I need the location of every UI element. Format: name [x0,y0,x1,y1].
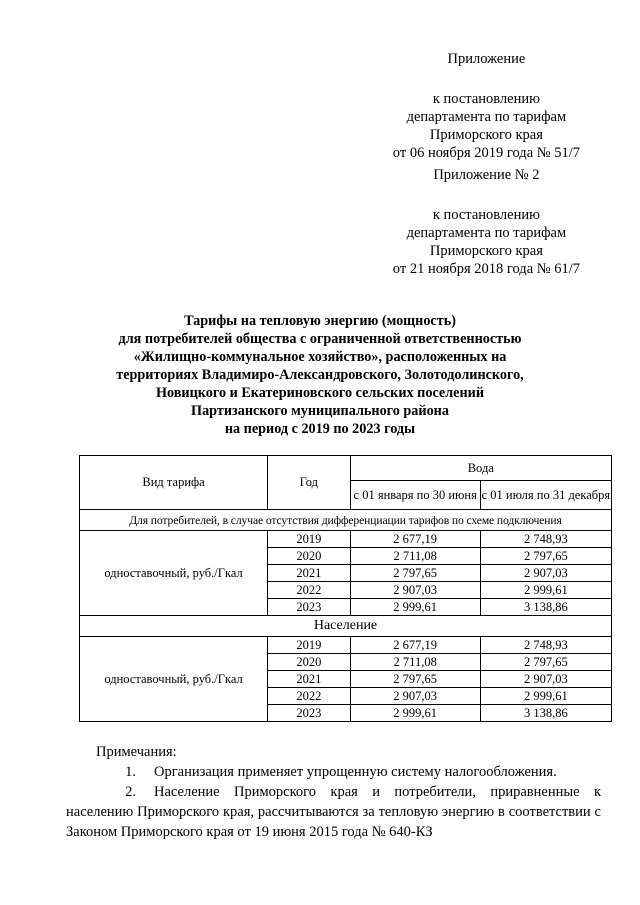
section-header: Для потребителей, в случае отсутствия дифференциации тарифов по схеме подключения [80,510,612,531]
title-line: Новицкого и Екатериновского сельских поселений [156,385,484,401]
value-cell: 2 748,93 [480,637,611,654]
appendix-1-line: от 06 ноября 2019 года № 51/7 [392,145,580,161]
year-cell: 2019 [268,531,351,548]
tariff-type-cell: одноставочный, руб./Гкал [80,637,268,722]
title-line: «Жилищно-коммунальное хозяйство», расположенных на [133,349,507,365]
year-cell: 2019 [268,637,351,654]
value-cell: 2 999,61 [350,599,480,616]
note-text: Население Приморского края и потребители, приравненные к населению Приморского края, рассчитываются за тепловую энергию в соответствии с Законом Приморского края от 19 июня 2015 года № 640-КЗ [66,784,601,840]
appendix-1-line: департамента по тарифам [406,109,567,125]
value-cell: 2 677,19 [350,531,480,548]
header-tariff-type: Вид тарифа [80,456,268,510]
title-line: для потребителей общества с ограниченной ответственностью [118,331,522,347]
value-cell: 2 797,65 [350,565,480,582]
section-header: Население [80,616,612,637]
tariff-type-cell: одноставочный, руб./Гкал [80,531,268,616]
value-cell: 2 797,65 [480,548,611,565]
appendix-2-line: департамента по тарифам [406,225,567,241]
title-line: на период с 2019 по 2023 годы [224,421,416,437]
value-cell: 2 999,61 [350,705,480,722]
appendix-2-block [393,166,580,278]
year-cell: 2023 [268,599,351,616]
title-line: территориях Владимиро-Александровского, Золотодолинского, [116,367,524,383]
year-cell: 2020 [268,548,351,565]
value-cell: 2 711,08 [350,548,480,565]
header-period-2: с 01 июля по 31 декабря [480,481,611,510]
value-cell: 2 999,61 [480,582,611,599]
note-item-2 [66,782,601,842]
appendix-2-line: к постановлению [432,207,540,223]
value-cell: 2 999,61 [480,688,611,705]
document-title [60,312,580,438]
note-number: 2. [125,784,136,800]
year-cell: 2022 [268,582,351,599]
value-cell: 2 907,03 [480,565,611,582]
appendix-1-title: Приложение [447,51,526,67]
header-period-1: с 01 января по 30 июня [350,481,480,510]
note-item-1 [96,762,601,782]
value-cell: 2 907,03 [350,582,480,599]
title-line: Партизанского муниципального района [191,403,449,419]
value-cell: 2 797,65 [480,654,611,671]
value-cell: 2 907,03 [480,671,611,688]
header-water: Вода [350,456,611,481]
year-cell: 2022 [268,688,351,705]
value-cell: 2 677,19 [350,637,480,654]
header-year: Год [268,456,351,510]
appendix-1-line: Приморского края [429,127,543,143]
year-cell: 2020 [268,654,351,671]
year-cell: 2023 [268,705,351,722]
notes-block [66,742,601,842]
appendix-2-line: от 21 ноября 2018 года № 61/7 [392,261,580,277]
value-cell: 3 138,86 [480,705,611,722]
note-number: 1. [125,764,136,780]
value-cell: 3 138,86 [480,599,611,616]
year-cell: 2021 [268,565,351,582]
value-cell: 2 907,03 [350,688,480,705]
appendix-1-line: к постановлению [432,91,540,107]
notes-heading: Примечания: [96,744,177,760]
appendix-2-line: Приморского края [429,243,543,259]
appendix-1-block [393,50,580,162]
value-cell: 2 711,08 [350,654,480,671]
title-line: Тарифы на тепловую энергию (мощность) [184,313,456,329]
year-cell: 2021 [268,671,351,688]
value-cell: 2 748,93 [480,531,611,548]
value-cell: 2 797,65 [350,671,480,688]
note-text: Организация применяет упрощенную систему налогообложения. [154,764,557,780]
tariff-table [79,455,612,722]
appendix-2-title: Приложение № 2 [433,167,540,183]
